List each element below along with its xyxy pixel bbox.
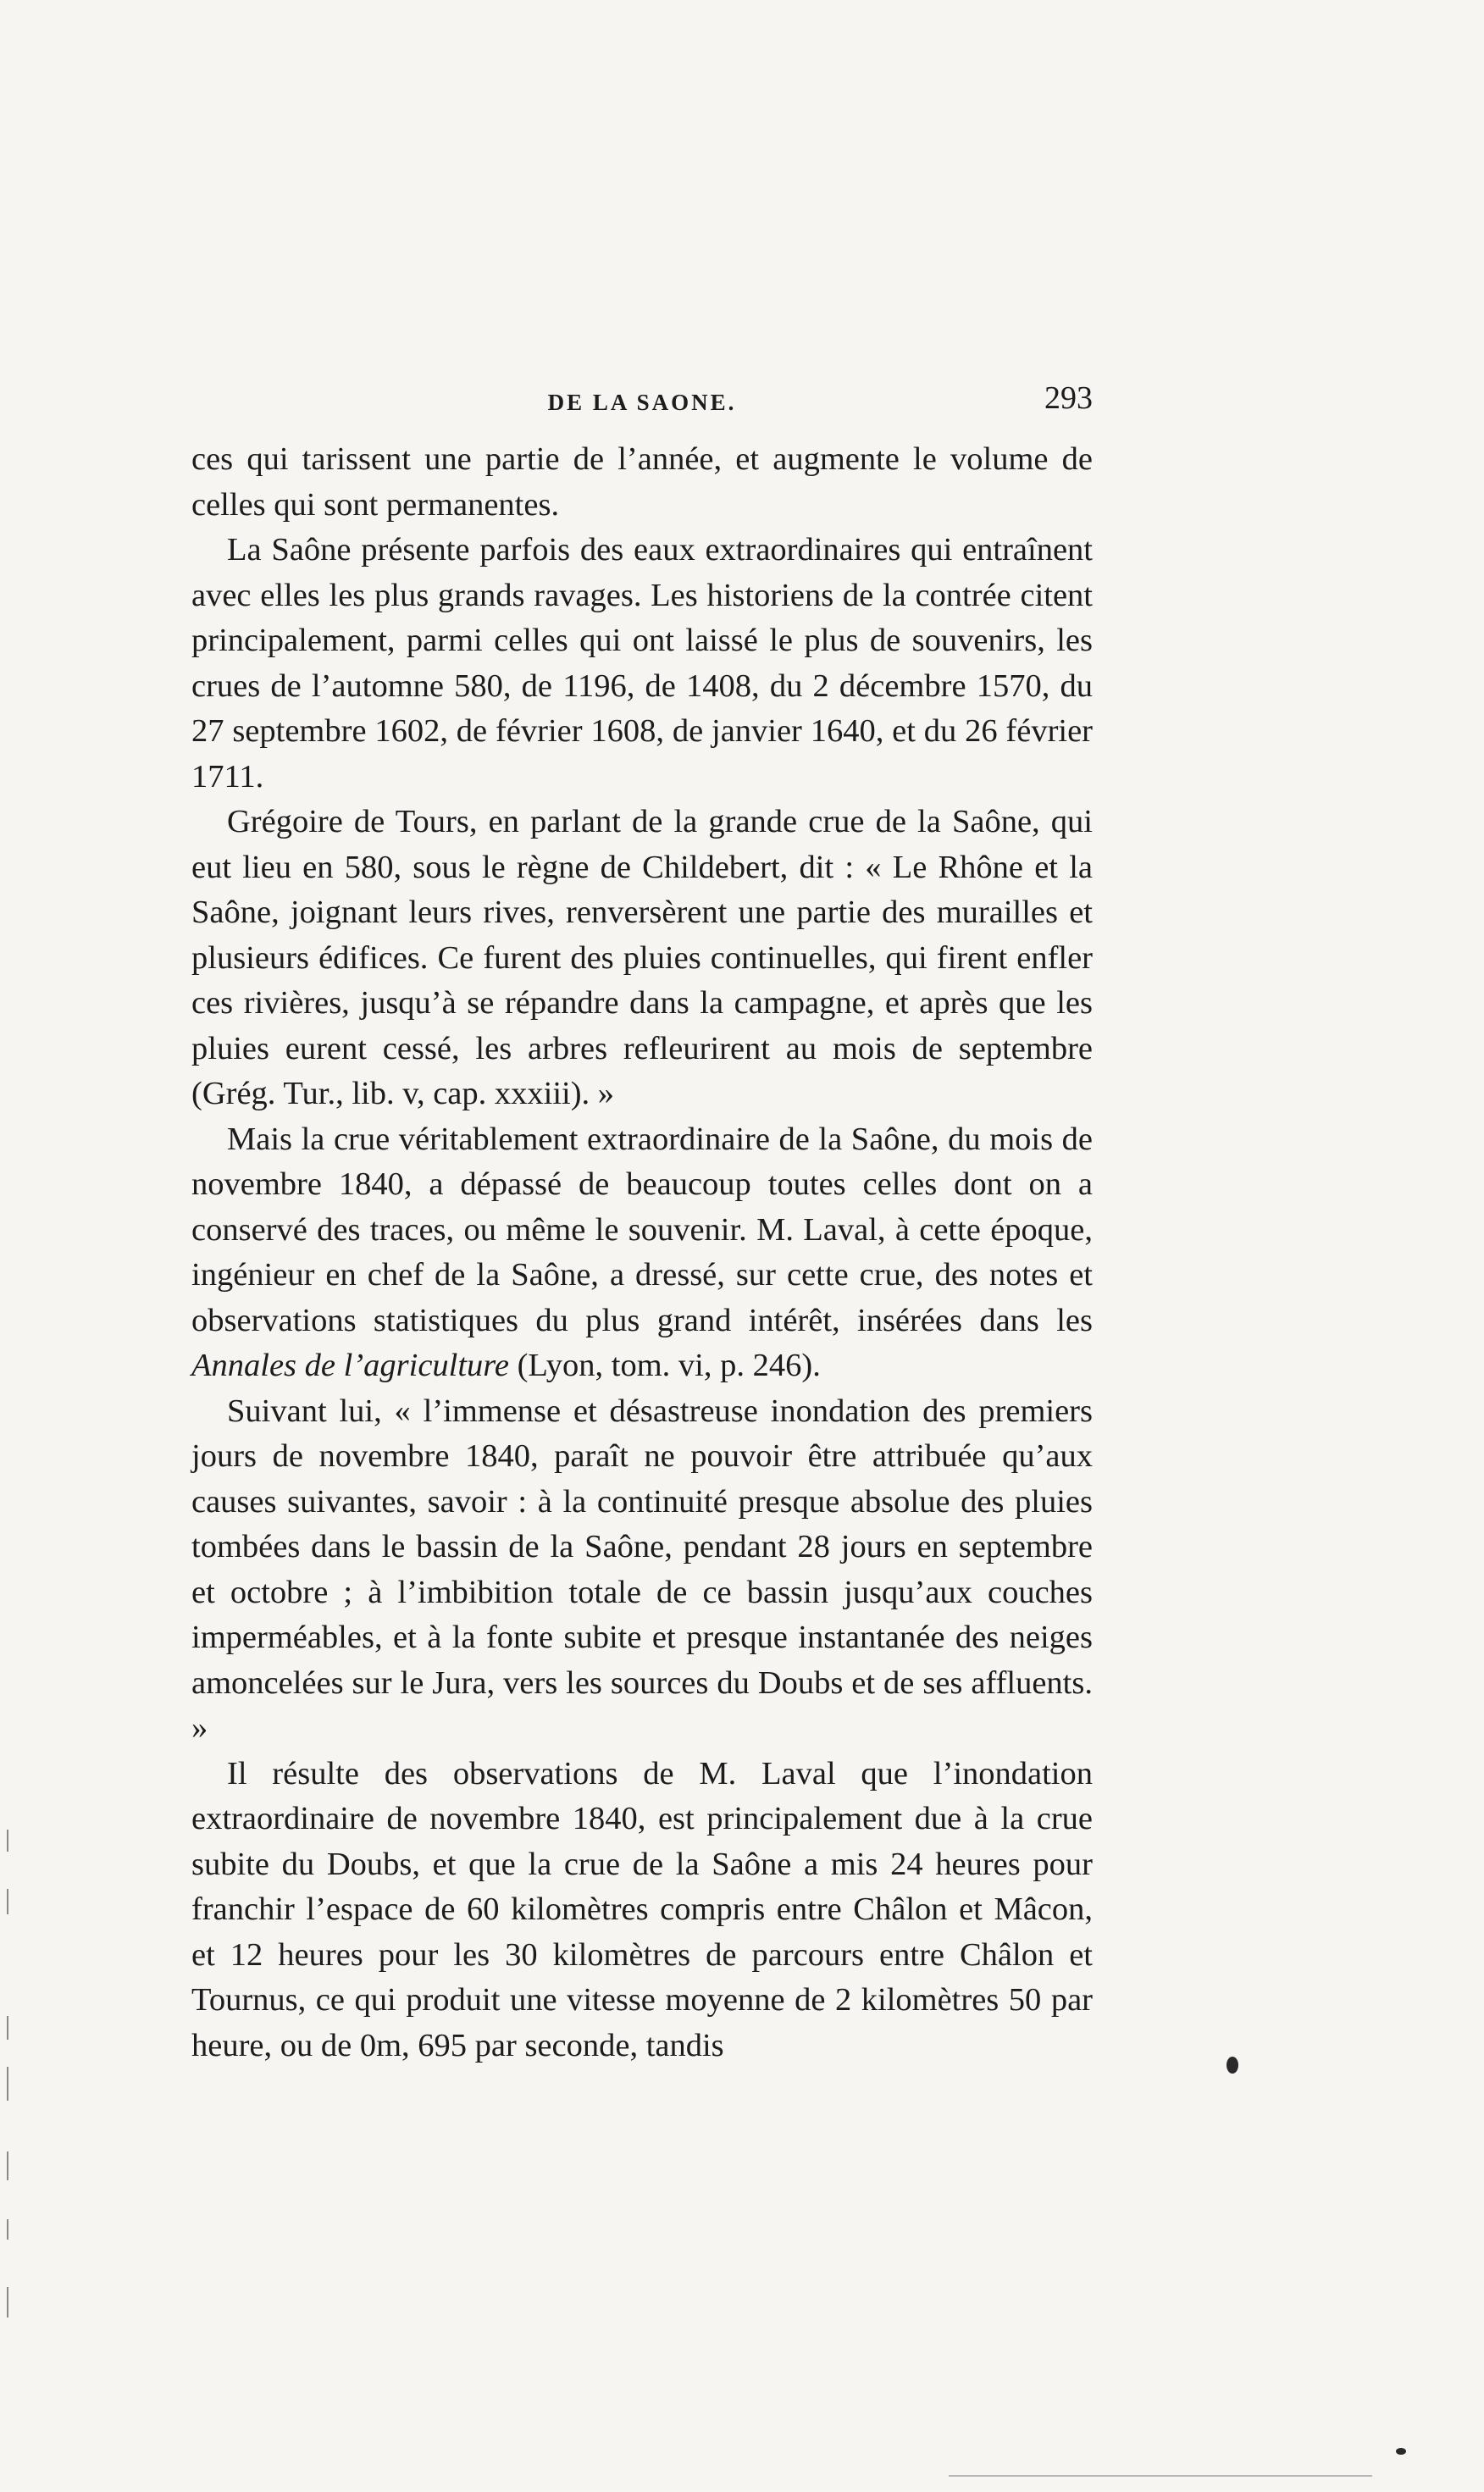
- page-header: [191, 379, 1093, 424]
- bottom-rule: [949, 2475, 1372, 2477]
- paragraph-1: ces qui tarissent une partie de l’année, et augmente le volume de celles qui sont permanentes.: [191, 441, 1093, 523]
- margin-mark: [7, 2219, 8, 2240]
- margin-mark: [7, 1830, 8, 1852]
- paragraph-4-text-after: (Lyon, tom. vi, p. 246).: [508, 1348, 821, 1383]
- ink-speck: [1227, 2057, 1238, 2074]
- ink-speck: [1396, 2448, 1406, 2455]
- journal-title: Annales de l’agriculture: [191, 1348, 509, 1383]
- running-head: DE LA SAONE.: [547, 390, 737, 415]
- paragraph-2: La Saône présente parfois des eaux extraordinaires qui entraînent avec elles les plus grands ravages. Les historiens de la contrée citent principalement, parmi celles qui ont laissé le plus de souvenirs, les crues de l’automne 580, de 1196, de 1408, du 2 décembre 1570, du 27 septembre 1602, de février 1608, de janvier 1640, et du 26 février 1711.: [191, 532, 1093, 795]
- margin-mark: [7, 2067, 8, 2101]
- margin-mark: [7, 2151, 8, 2180]
- body-text: [191, 437, 1093, 2068]
- margin-mark: [7, 2016, 8, 2040]
- paragraph-3: Grégoire de Tours, en parlant de la grande crue de la Saône, qui eut lieu en 580, sous le règne de Childebert, dit : « Le Rhône et la Saône, joignant leurs rives, renversèrent une partie des murailles et plusieurs édifices. Ce furent des pluies continuelles, qui firent enfler ces rivières, jusqu’à se répandre dans la campagne, et après que les pluies eurent cessé, les arbres refleurirent au mois de septembre (Grég. Tur., lib. v, cap. xxxiii). »: [191, 804, 1093, 1111]
- margin-mark: [7, 1889, 8, 1914]
- paragraph-5: Suivant lui, « l’immense et désastreuse inondation des premiers jours de novembre 1840, paraît ne pouvoir être attribuée qu’aux causes suivantes, savoir : à la continuité presque absolue des pluies tombées dans le bassin de la Saône, pendant 28 jours en septembre et octobre ; à l’imbibition totale de ce bassin jusqu’aux couches imperméables, et à la fonte subite et presque instantanée des neiges amoncelées sur le Jura, vers les sources du Doubs et de ses affluents. »: [191, 1393, 1093, 1746]
- paragraph-4-text-before: Mais la crue véritablement extraordinaire de la Saône, du mois de novembre 1840, a dépassé de beaucoup toutes celles dont on a conservé des traces, ou même le souvenir. M. Laval, à cette époque, ingénieur en chef de la Saône, a dressé, sur cette crue, des notes et observations statistiques du plus grand intérêt, insérées dans les: [191, 1121, 1093, 1338]
- page-number: 293: [1044, 380, 1093, 416]
- paragraph-6: Il résulte des observations de M. Laval que l’inondation extraordinaire de novembre 1840, est principalement due à la crue subite du Doubs, et que la crue de la Saône a mis 24 heures pour franchir l’espace de 60 kilomètres compris entre Châlon et Mâcon, et 12 heures pour les 30 kilomètres de parcours entre Châlon et Tournus, ce qui produit une vitesse moyenne de 2 kilomètres 50 par heure, ou de 0m, 695 par seconde, tandis: [191, 1755, 1093, 2063]
- margin-mark: [7, 2287, 8, 2318]
- paragraph-4: [191, 1117, 1093, 1389]
